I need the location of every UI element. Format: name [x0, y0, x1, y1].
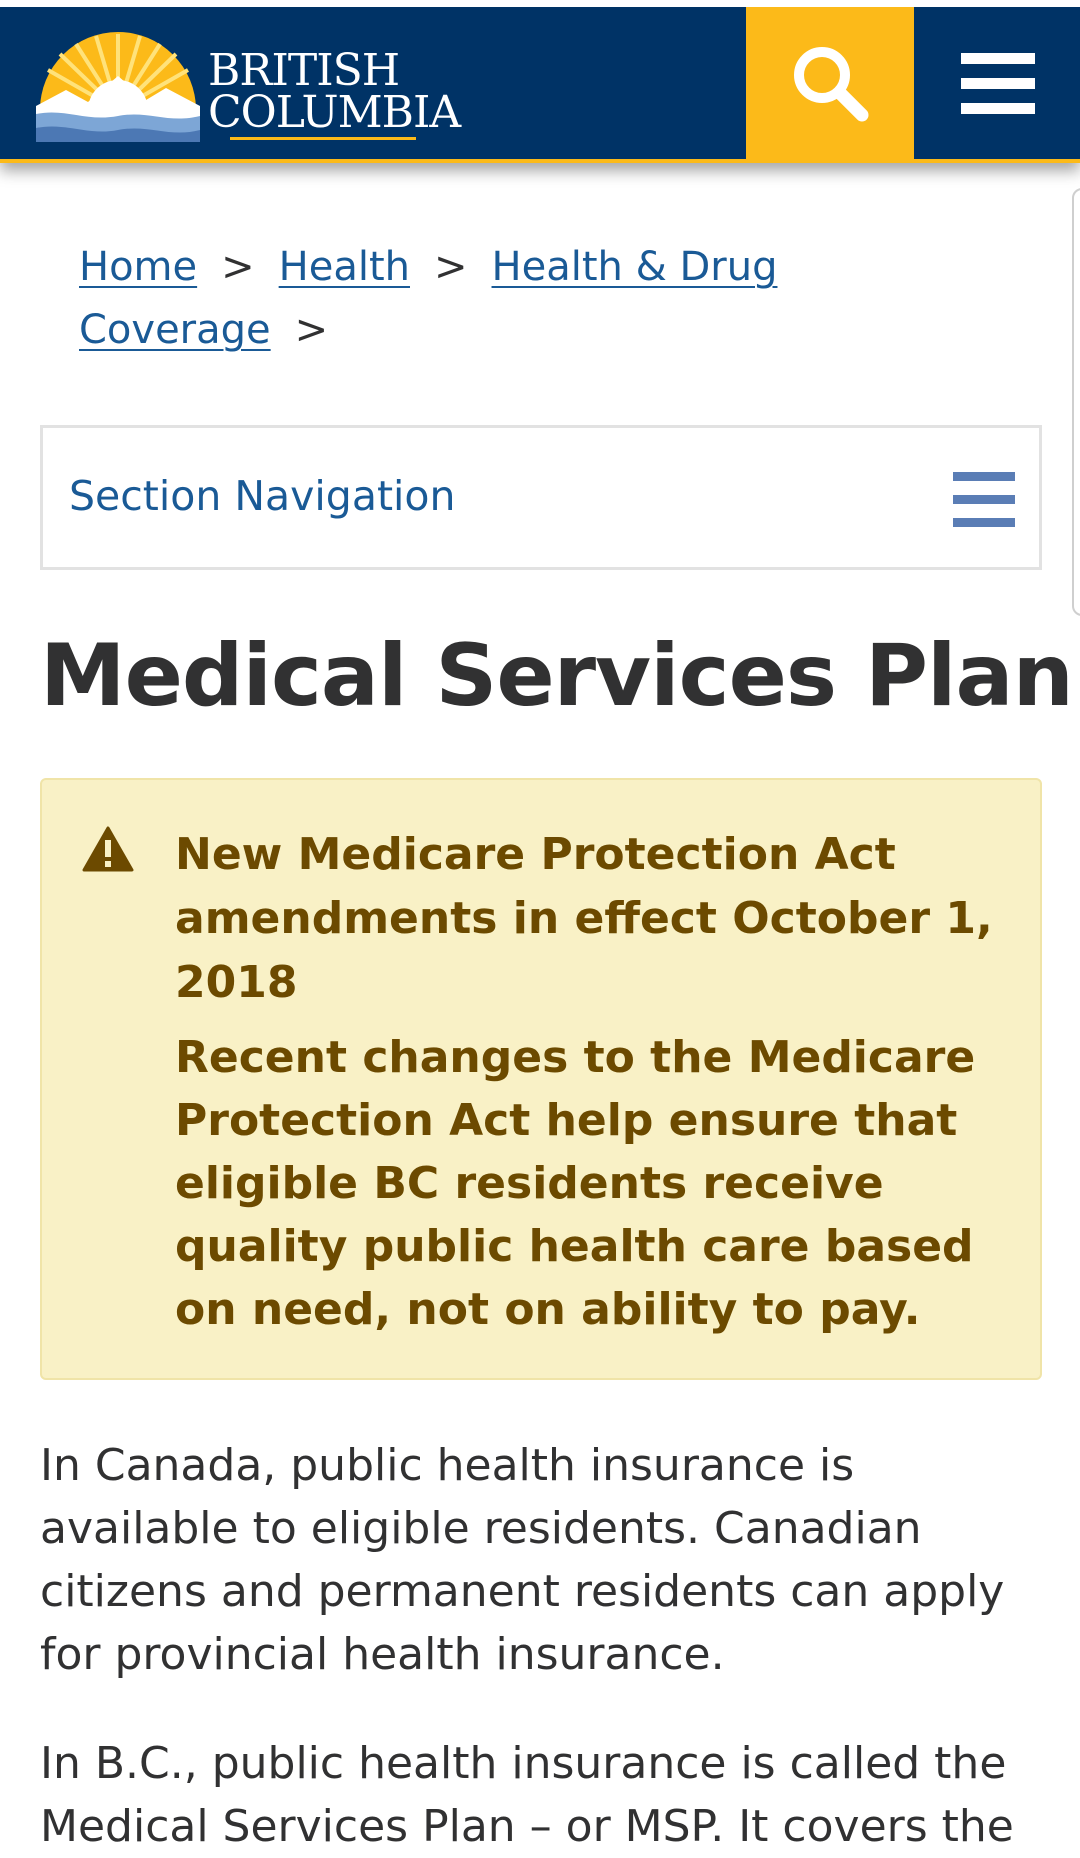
breadcrumb-separator: > — [434, 244, 468, 290]
hamburger-bar — [961, 103, 1035, 114]
site-header — [0, 0, 1080, 163]
bc-logo[interactable] — [36, 30, 461, 145]
warning-icon — [82, 826, 134, 872]
logo-line-1: BRITISH — [208, 45, 400, 96]
breadcrumb-home-link[interactable]: Home — [79, 244, 198, 290]
breadcrumb-health-link[interactable]: Health — [278, 244, 410, 290]
intro-paragraph: In Canada, public health insurance is available to eligible residents. Canadian citizens and permanent residents can apply for provincial health insurance. — [40, 1440, 1005, 1680]
logo-line-2: COLUMBIA — [208, 87, 461, 138]
msp-paragraph: In B.C., public health insurance is called the Medical Services Plan – or MSP. It covers the — [40, 1738, 1014, 1852]
main-menu-button[interactable] — [914, 7, 1080, 159]
search-button[interactable] — [746, 7, 914, 159]
section-navigation-toggle[interactable] — [40, 425, 1042, 570]
alert-banner — [40, 778, 1042, 1380]
page-title: Medical Services Plan — [40, 626, 1073, 726]
breadcrumb-separator: > — [294, 307, 329, 353]
section-navigation-label: Section Navigation — [69, 472, 456, 520]
hamburger-bar — [961, 78, 1035, 89]
hamburger-menu-icon — [953, 472, 1015, 528]
bc-sun-mountain-logo-icon — [36, 30, 200, 142]
search-icon — [790, 43, 870, 123]
alert-body: Recent changes to the Medicare Protection Act help ensure that eligible BC residents receive quality public health care based on need, not on ability to pay. — [175, 1032, 976, 1335]
breadcrumb-separator: > — [221, 244, 255, 290]
scroll-edge-decoration — [1072, 188, 1080, 616]
alert-title: New Medicare Protection Act amendments in effect October 1, 2018 — [175, 829, 993, 1008]
breadcrumb-health-drug-coverage-link[interactable]: Health & Drug Coverage — [79, 244, 778, 353]
header-top-strip — [0, 0, 1080, 7]
bc-wordmark — [208, 45, 461, 140]
hamburger-menu-icon — [961, 53, 1035, 64]
breadcrumb — [79, 236, 999, 362]
